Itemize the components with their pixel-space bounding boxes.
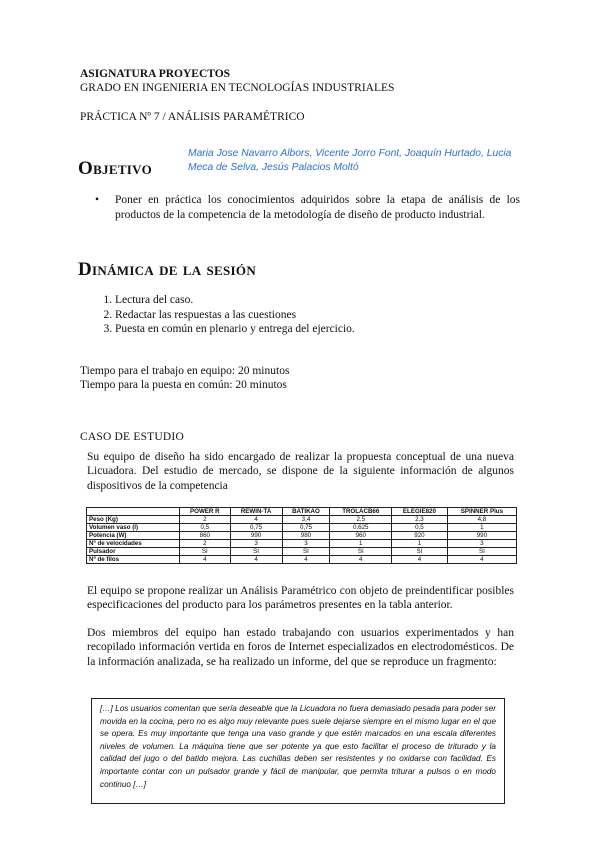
row-label: Nº de velocidades [87,540,180,548]
table-cell: 4 [180,556,231,564]
table-header-cell: BATIKAO [282,508,330,516]
table-cell: 920 [392,532,448,540]
practice-title: PRÁCTICA Nº 7 / ANÁLISIS PARAMÉTRICO [80,111,305,123]
table-cell: 0,5 [392,524,448,532]
table-cell: SI [330,548,392,556]
row-label: Peso (Kg) [87,516,180,524]
table-cell: 4 [330,556,392,564]
row-label: Volumen vaso (l) [87,524,180,532]
table-cell: 0,75 [282,524,330,532]
caso-intro: Su equipo de diseño ha sido encargado de realizar la propuesta conceptual de una nueva Licuadora. Del estudio de mercado, se dispone de la siguiente información de algunos dispositivos de la competencia [87,451,514,492]
table-cell: 2 [180,516,231,524]
table-cell: 0,5 [180,524,231,532]
table-cell: SI [230,548,282,556]
list-item: 2. Redactar las respuestas a las cuestiones [115,308,355,323]
table-row [87,532,517,540]
row-label: Potencia (W) [87,532,180,540]
bullet-icon: • [95,194,100,206]
time-common: Tiempo para la puesta en común: 20 minutos [80,379,287,391]
time-team: Tiempo para el trabajo en equipo: 20 minutos [80,365,290,377]
table-cell: 960 [330,532,392,540]
table-header-cell: ELEGIE820 [392,508,448,516]
table-cell: SI [282,548,330,556]
table-cell: 4 [447,556,516,564]
table-cell: 4 [230,556,282,564]
objetivo-bullet [95,193,520,222]
table-cell: 4 [230,516,282,524]
table-cell: 990 [447,532,516,540]
table-cell: SI [392,548,448,556]
report-quote-box: […] Los usuarios comentan que sería deseable que la Licuadora no fuera demasiado pesada para poder ser movida en la cocina, pero no es algo muy relevante pues suele dejarse siempre en el mismo lugar en el que se opera. Es muy importante que tenga una vaso grande y que estén marcados en una escala diferentes niveles de volumen. La máquina tiene que ser potente ya que esto facilitar el proceso de triturado y la calidad del jugo o del batido mejora. Las cuchillas deben ser resistentes y no oxidarse con facilidad. Es importante contar con un pulsador grande y fácil de manipular, que permita triturar a pulsos o en modo continuo […] [91,698,505,804]
objetivo-heading: Objetivo [78,158,152,179]
table-cell: 2,3 [392,516,448,524]
table-cell: 3 [282,540,330,548]
caso-heading: CASO DE ESTUDIO [80,431,184,443]
table-cell: 4,8 [447,516,516,524]
table-cell: 0,625 [330,524,392,532]
degree-title: GRADO EN INGENIERIA EN TECNOLOGÍAS INDUSTRIALES [80,82,395,94]
table-cell: 1 [447,524,516,532]
table-header-cell: REWIN-TA [230,508,282,516]
steps-list [80,293,355,337]
table-cell: 1 [330,540,392,548]
objetivo-text: Poner en práctica los conocimientos adquiridos sobre la etapa de análisis de los productos de la competencia de la metodología de diseño de producto industrial. [115,194,520,221]
table-header-cell: TROLACB66 [330,508,392,516]
table-header-cell: POWER R [180,508,231,516]
dinamica-heading: Dinámica de la sesión [78,259,257,280]
list-item: 1. Lectura del caso. [115,293,355,308]
table-cell: 4 [282,556,330,564]
table-row [87,540,517,548]
table-header-cell [87,508,180,516]
table-header-row [87,508,517,516]
authors: Maria Jose Navarro Albors, Vicente Jorro Font, Joaquín Hurtado, Lucia Meca de Selva, Jesús Palacios Moltó [188,148,512,173]
table-header-cell: SPINNER Plus [447,508,516,516]
table-cell: 3,4 [282,516,330,524]
table-row [87,548,517,556]
table-cell: 4 [392,556,448,564]
table-cell: 990 [230,532,282,540]
caso-paragraph-analysis: El equipo se propone realizar un Análisis Paramétrico con objeto de preindentificar posibles especificaciones del producto para los parámetros presentes en la tabla anterior. [87,585,514,612]
subject-title: ASIGNATURA PROYECTOS [80,68,231,80]
row-label: Nº de filos [87,556,180,564]
table-cell: 3 [447,540,516,548]
table-row [87,556,517,564]
table-cell: 1 [392,540,448,548]
table-cell: 980 [282,532,330,540]
table-cell: SI [447,548,516,556]
table-cell: SI [180,548,231,556]
row-label: Pulsador [87,548,180,556]
table-cell: 3 [230,540,282,548]
competitors-table [86,507,517,564]
table-cell: 860 [180,532,231,540]
table-cell: 0,75 [230,524,282,532]
table-cell: 2,5 [330,516,392,524]
table-row [87,516,517,524]
table-row [87,524,517,532]
table-cell: 2 [180,540,231,548]
caso-paragraph-users: Dos miembros del equipo han estado trabajando con usuarios experimentados y han recopilado información vertida en foros de Internet especializados en electrodomésticos. De la información analizada, se ha realizado un informe, del que se reproduce un fragmento: [87,627,514,668]
list-item: 3. Puesta en común en plenario y entrega del ejercicio. [115,322,355,337]
